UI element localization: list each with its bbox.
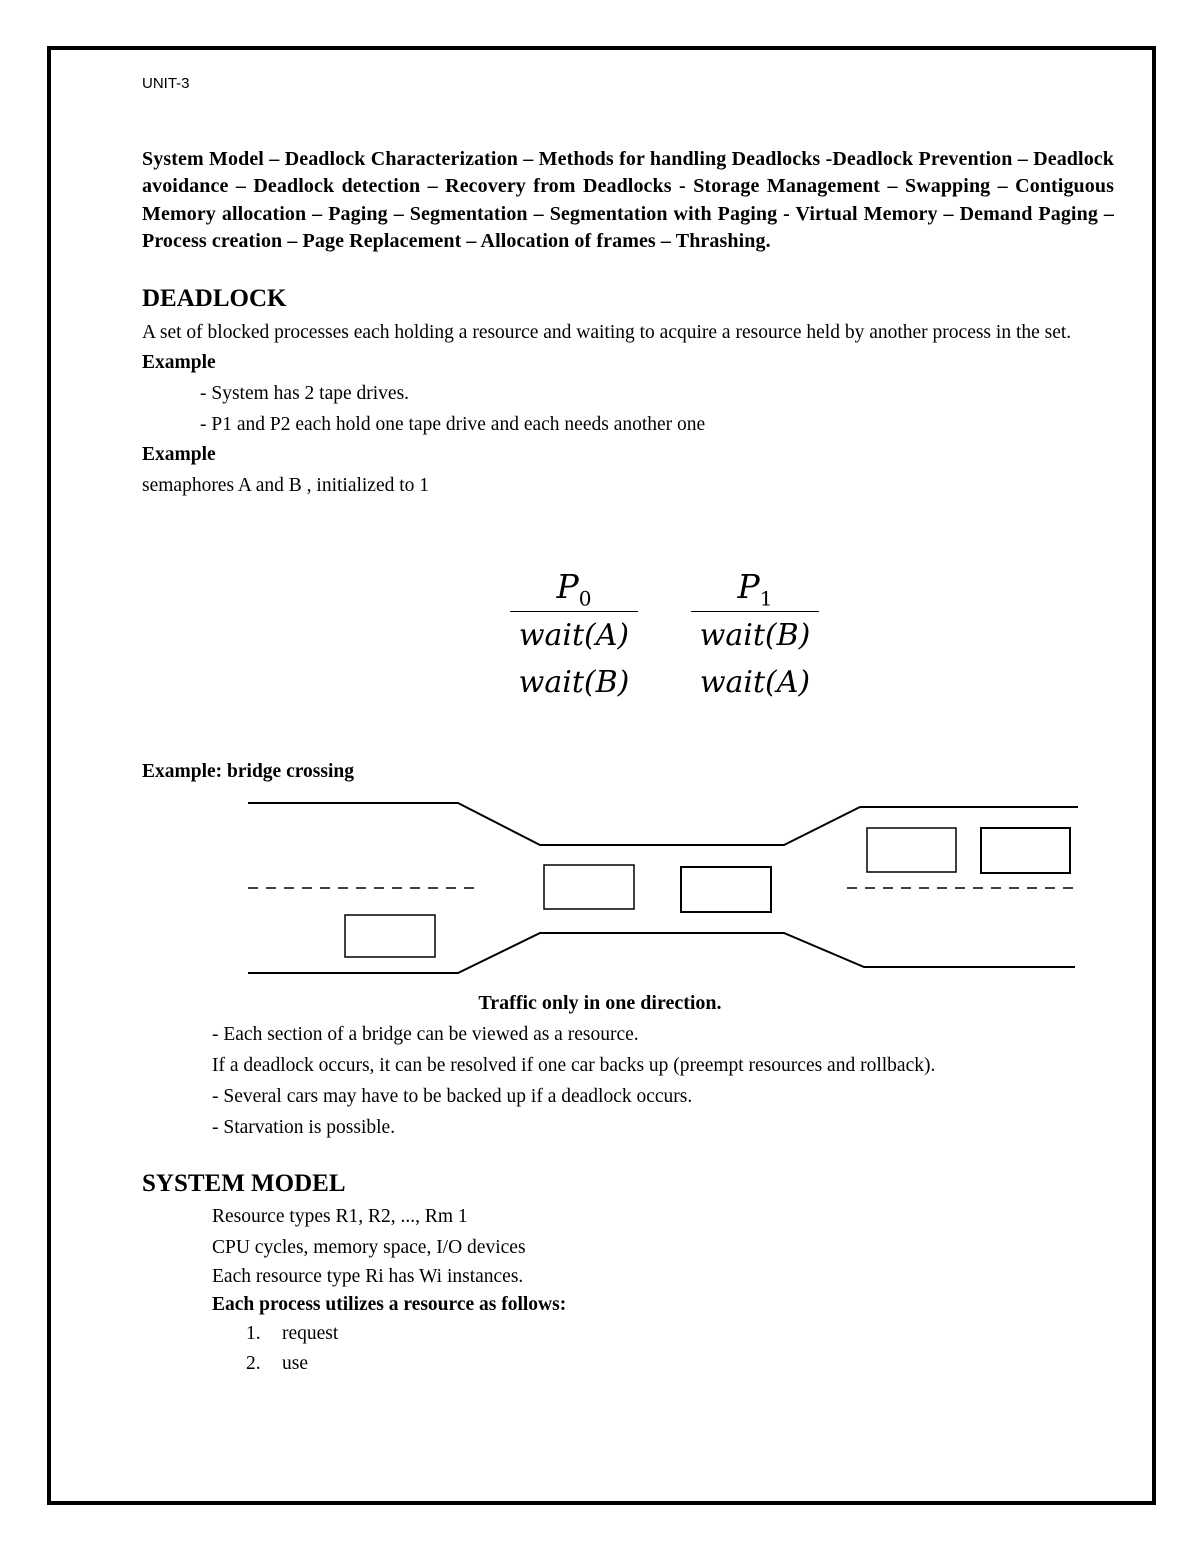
car bbox=[681, 867, 771, 912]
car bbox=[981, 828, 1070, 873]
car bbox=[544, 865, 634, 909]
bridge-note: - Starvation is possible. bbox=[212, 1117, 396, 1138]
syllabus-topics: System Model – Deadlock Characterization – Methods for handling Deadlocks -Deadlock Prevention – Deadlock avoidance – Deadlock detection – Recovery from Deadlocks - Storage Management – Swapping – Contiguous Memory allocation – Paging – Segmentation – Segmentation with Paging - Virtual Memory – Demand Paging – Process creation – Page Replacement – Allocation of frames – Thrashing. bbox=[142, 148, 1114, 252]
process-p1-header: $P_1$ bbox=[691, 565, 819, 612]
unit-label: UNIT-3 bbox=[142, 75, 190, 92]
semaphore-table bbox=[508, 565, 828, 725]
car bbox=[867, 828, 956, 872]
example2-label: Example bbox=[142, 444, 216, 466]
bridge-example-label: Example: bridge crossing bbox=[142, 761, 354, 782]
example1-label: Example bbox=[142, 352, 216, 374]
example1-item: - P1 and P2 each hold one tape drive and each needs another one bbox=[200, 414, 706, 436]
road-bottom-edge bbox=[248, 933, 1075, 973]
p0-wait-line: wait(A) bbox=[518, 618, 630, 653]
utilize-label: Each process utilizes a resource as follows: bbox=[212, 1294, 567, 1315]
system-model-line: CPU cycles, memory space, I/O devices bbox=[212, 1237, 526, 1258]
system-model-line: Resource types R1, R2, ..., Rm 1 bbox=[212, 1206, 468, 1227]
process-p0-header: $P_0$ bbox=[510, 565, 638, 612]
list-text: request bbox=[282, 1323, 339, 1344]
bridge-crossing-diagram bbox=[230, 795, 1100, 985]
bridge-note: - Each section of a bridge can be viewed as a resource. bbox=[212, 1024, 639, 1045]
car bbox=[345, 915, 435, 957]
example2-text: semaphores A and B , initialized to 1 bbox=[142, 475, 430, 497]
process-p0-column bbox=[510, 565, 638, 706]
system-model-line: Each resource type Ri has Wi instances. bbox=[212, 1266, 524, 1287]
system-model-section bbox=[142, 1170, 1114, 1379]
deadlock-heading: DEADLOCK bbox=[142, 285, 287, 313]
bridge-notes bbox=[212, 1019, 1152, 1143]
bridge-note: - Several cars may have to be backed up if a deadlock occurs. bbox=[212, 1086, 693, 1107]
list-text: use bbox=[282, 1353, 308, 1374]
road-top-edge bbox=[248, 803, 1078, 845]
p1-wait-line: wait(B) bbox=[699, 618, 811, 653]
p0-wait-line: wait(B) bbox=[518, 665, 630, 700]
page-content bbox=[142, 74, 1114, 501]
example1-item: - System has 2 tape drives. bbox=[200, 383, 410, 405]
bridge-caption: Traffic only in one direction. bbox=[478, 992, 722, 1014]
process-p1-column bbox=[691, 565, 819, 706]
list-item bbox=[142, 1319, 1114, 1349]
list-number: 1. bbox=[246, 1323, 261, 1344]
deadlock-definition: A set of blocked processes each holding a resource and waiting to acquire a resource held by another process in the set. bbox=[142, 322, 1072, 344]
list-item bbox=[142, 1349, 1114, 1379]
bridge-note: If a deadlock occurs, it can be resolved if one car backs up (preempt resources and rollback). bbox=[212, 1055, 936, 1076]
p1-wait-line: wait(A) bbox=[699, 665, 811, 700]
system-model-heading: SYSTEM MODEL bbox=[142, 1170, 346, 1197]
list-number: 2. bbox=[246, 1353, 261, 1374]
